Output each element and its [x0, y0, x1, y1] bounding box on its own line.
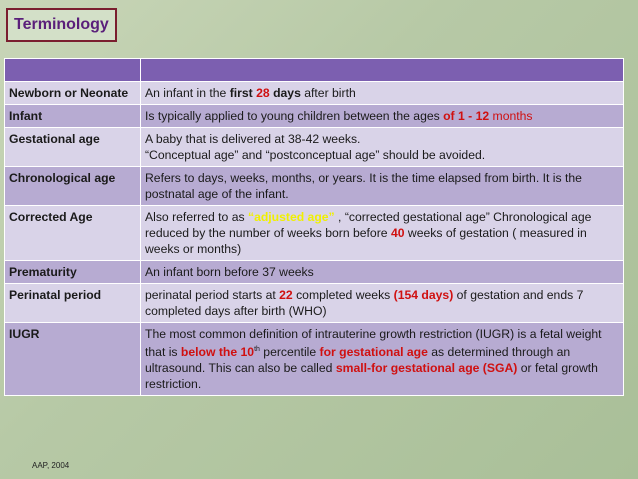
definition-text: below the 10 [180, 345, 255, 360]
definition-text: 22 [279, 288, 293, 302]
terminology-table [4, 58, 624, 396]
definition-text: An infant born before 37 weeks [145, 265, 314, 279]
term-cell: Prematurity [5, 261, 141, 284]
definition-text: “Conceptual age” and “postconceptual age” should be avoided. [145, 148, 486, 162]
slide-title: Terminology [6, 8, 117, 42]
table-row [5, 206, 624, 261]
definition-text: small-for gestational age (SGA) [335, 361, 518, 376]
definition-cell [141, 323, 624, 396]
term-cell: Perinatal period [5, 284, 141, 323]
definition-cell [141, 261, 624, 284]
definition-text: 28 [256, 86, 270, 100]
definition-text: months [489, 109, 533, 123]
definition-text: th [254, 346, 260, 353]
table-row [5, 167, 624, 206]
definition-text: Is typically applied to young children between the ages [145, 109, 444, 123]
table-row [5, 323, 624, 396]
definition-cell [141, 128, 624, 167]
term-cell: IUGR [5, 323, 141, 396]
definition-text: A baby that is delivered at 38-42 weeks. [145, 132, 361, 146]
definition-cell [141, 105, 624, 128]
term-cell: Corrected Age [5, 206, 141, 261]
definition-cell [141, 284, 624, 323]
table-row [5, 261, 624, 284]
table-row [5, 82, 624, 105]
definition-text: days [269, 86, 301, 100]
definition-text: “adjusted age” [247, 210, 335, 224]
definition-cell [141, 82, 624, 105]
definition-text: of gestation and ends 7 completed days after birth (WHO) [145, 288, 584, 318]
table-header-row [5, 59, 624, 82]
header-cell-term [5, 59, 141, 82]
table-row [5, 105, 624, 128]
definition-text: The most common definition of intrauterine growth restriction (IUGR) is a fetal weight that is [145, 327, 602, 360]
definition-text: for gestational age [319, 345, 428, 360]
definition-text: percentile [259, 345, 320, 360]
definition-text: Refers to days, weeks, months, or years. It is the time elapsed from birth. It is the postnatal age of the infant. [145, 171, 582, 201]
term-cell: Chronological age [5, 167, 141, 206]
definition-text: weeks of gestation ( measured in weeks or months) [145, 226, 587, 256]
definition-text: , “corrected gestational age” Chronological age reduced by the number of weeks born before [145, 210, 592, 240]
definition-text: 40 [390, 226, 405, 240]
definition-text: first [229, 86, 257, 100]
definition-text: after birth [300, 86, 356, 100]
definition-text: perinatal period starts at [145, 288, 280, 302]
term-cell: Infant [5, 105, 141, 128]
definition-text: as determined through an ultrasound. This can also be called [145, 345, 571, 376]
term-cell: Newborn or Neonate [5, 82, 141, 105]
definition-text: An infant in the [145, 86, 230, 100]
definition-text: Also referred to as [145, 210, 248, 224]
table-row [5, 284, 624, 323]
definition-cell [141, 206, 624, 261]
definition-text: completed weeks [292, 288, 394, 302]
header-cell-definition [141, 59, 624, 82]
definition-text: or fetal growth restriction. [145, 361, 598, 392]
term-cell: Gestational age [5, 128, 141, 167]
table-row [5, 128, 624, 167]
definition-cell [141, 167, 624, 206]
definition-text: of 1 - 12 [443, 109, 490, 123]
definition-text: (154 days) [393, 288, 454, 302]
citation-footer: AAP, 2004 [32, 461, 70, 470]
